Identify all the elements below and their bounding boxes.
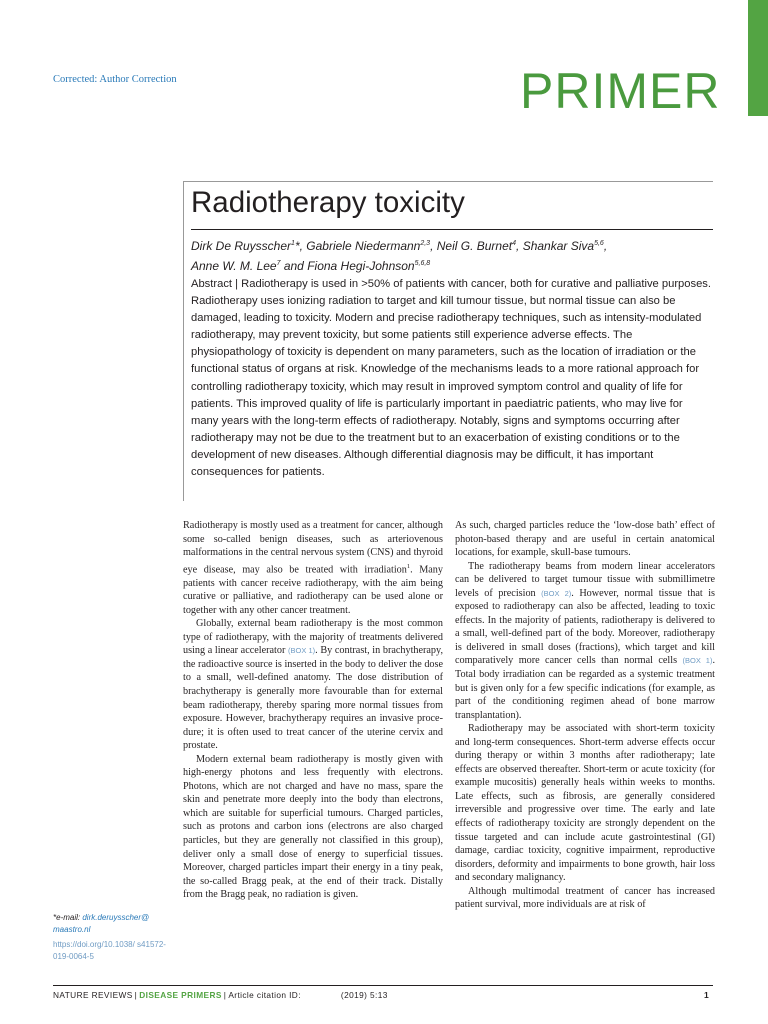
- affiliation-superscript: 2,3: [420, 240, 431, 247]
- footer: NATURE REVIEWS | DISEASE PRIMERS | Article citation ID: (2019) 5:13: [53, 990, 388, 1000]
- page-number: 1: [704, 990, 709, 1000]
- correspondence-block: [53, 912, 178, 962]
- body-paragraph: Globally, external beam radiotherapy is the most common type of radiotherapy, with the majority of treatments delivered using a linear accelerator (BOX 1). By contrast, in brachytherapy, the radioactive source is inserted in the body to deliver the dose to a small, well-defined anatomy. The dose distribution of brachytherapy is generally more favourable than for external beam radiotherapy, thereby sparing more normal tissues from exposure. However, brachytherapy requires an invasive procedure; it is often used to treat cancer of the uterine cervix and prostate.: [183, 618, 443, 752]
- author-name: Dirk De Ruysscher: [191, 239, 292, 253]
- author-separator: ,: [299, 239, 307, 253]
- abstract-text: Radiotherapy is used in >50% of patients with cancer, both for curative and palliative purposes. Radiotherapy uses ionizing radiation to target and kill tumour tissue, but normal tissue can also be damaged, leading to toxicity. Modern and precise radiotherapy techniques, such as intensity-modulated radiotherapy, may prevent toxicity, but some patients still experience adverse effects. The physiopathology of toxicity is dependent on many parameters, such as the location of irradiation or the functional status of organs at risk. Knowledge of the mechanisms leads to a more rational approach for controlling radiotherapy toxicity, which may result in improved symptom control and quality of life for patients. This improved quality of life is particularly important in paediatric patients, who may live for many years with the long-term effects of radiotherapy. Notably, signs and symptoms occurring after radiotherapy may not be due to the treatment but to an exacerbation of existing conditions or to the development of new diseases. Although differential diagnosis may be difficult, it has important consequences for patients.: [191, 278, 712, 479]
- author-separator: and: [280, 259, 308, 273]
- email-link[interactable]: dirk.deruysscher@ maastro.nl: [53, 913, 150, 934]
- affiliation-superscript: 1: [291, 240, 295, 247]
- doi-link[interactable]: https://doi.org/10.1038/ s41572-019-0064-5: [53, 940, 166, 961]
- body-column-left: [183, 519, 443, 902]
- footer-journal: NATURE REVIEWS: [53, 990, 133, 1000]
- email-label: *e-mail:: [53, 913, 83, 922]
- reference-superscript[interactable]: 1: [406, 562, 411, 570]
- footer-citation: (2019) 5:13: [340, 990, 388, 1000]
- footer-citation-label: Article citation ID:: [228, 990, 301, 1000]
- footer-subtitle: DISEASE PRIMERS: [139, 990, 222, 1000]
- author-separator: ,: [603, 239, 608, 253]
- section-accent-bar: [748, 0, 768, 116]
- author-correction-link[interactable]: Corrected: Author Correction: [53, 74, 177, 85]
- body-paragraph: Radiotherapy is mostly used as a treatment for cancer, although some so-called benign diseases, such as arteriovenous malformations in the central nervous system (CNS) and thyroid eye disease, may also be treated with irradiation$^1$. Many patients with cancer receive radiotherapy, with the aim being curative or palliative, and radiotherapy can be used alone or together with any other cancer treatment.: [183, 520, 443, 616]
- box-1-link[interactable]: (BOX 1): [682, 656, 713, 666]
- affiliation-superscript: 5,6,8: [414, 260, 431, 267]
- body-paragraph: The radiotherapy beams from modern linear accelerators can be delivered to target tumour tissue with submillimetre levels of precision (BOX 2). However, normal tissue that is exposed to radiotherapy can also be affected, leading to toxic effects. In the majority of patients, radiotherapy is delivered to a small, well-defined part of the body. Moreover, radiotherapy is delivered in small doses (fractions), which target and kill comparatively more cancer cells than normal cells (BOX 1). Total body irradiation can be regarded as a systemic treatment but is given only for a few specific indications (for example, as part of the conditioning regimen ahead of bone marrow transplantation).: [455, 560, 716, 721]
- abstract: [191, 276, 711, 481]
- author-separator: ,: [516, 239, 523, 253]
- footer-rule: [53, 985, 713, 986]
- affiliation-superscript: 7: [276, 260, 281, 267]
- body-paragraph: Modern external beam radiotherapy is mostly given with high-energy photons and less frequently with electrons. Photons, which are not charged and have no mass, spare the skin and penetrate more deeply into the body than electrons, which are suitable for superficial tumours. Charged particles, such as protons and carbon ions (electrons are also charged particles, but they are generally not classified in this group), deliver only a small dose of energy to superficial tissues. Moreover, charged particles impart their energy in a tiny peak, the so-called Bragg peak, at the end of their track. Distally from the Bragg peak, no radiation is given.: [183, 753, 443, 901]
- affiliation-superscript: 4: [512, 240, 517, 247]
- author-name: Gabriele Niedermann: [306, 239, 421, 253]
- corresponding-author-mark: *: [294, 239, 300, 253]
- body-paragraph: As such, charged particles reduce the ‘low-dose bath’ effect of photon-based therapy and are useful in certain anatomical locations, for example, skull-base tumours.: [455, 520, 715, 559]
- affiliation-superscript: 5,6: [594, 240, 604, 247]
- author-name: Shankar Siva: [522, 239, 595, 253]
- author-list: [191, 235, 711, 275]
- author-name: Neil G. Burnet: [436, 239, 513, 253]
- body-paragraph: Although multimodal treatment of cancer has increased patient survival, more individuals are at risk of: [455, 885, 715, 911]
- title-underline: [191, 229, 713, 230]
- title-frame-left-rule: [183, 181, 184, 501]
- abstract-label: Abstract |: [191, 278, 242, 290]
- title-frame-top-rule: [183, 181, 713, 182]
- article-title: Radiotherapy toxicity: [191, 186, 465, 219]
- section-label: PRIMER: [520, 63, 721, 119]
- box-2-link[interactable]: (BOX 2): [541, 588, 572, 598]
- author-name: Anne W. M. Lee: [191, 259, 277, 273]
- body-paragraph: Radiotherapy may be associated with short-term toxicity and long-term consequences. Short-term adverse effects occur during therapy or within 3 months after radiotherapy; late effects are observed thereafter. Short-term or acute toxicity (for example mucositis) generally heals within weeks to months. Late effects, such as fibrosis, are generally considered irreversible and progressive over time. The early and late effects of radiotherapy toxicity are strongly dependent on the tissue targeted and can include acute gastrointestinal (GI) damage, cardiac toxicity, cognitive impairment, reproductive disorders, deformity and impairments to bone growth, hair loss and secondary malignancy.: [455, 723, 715, 884]
- author-separator: ,: [430, 239, 437, 253]
- box-1-link[interactable]: (BOX 1): [287, 646, 316, 656]
- body-column-right: [455, 519, 715, 912]
- author-name: Fiona Hegi-Johnson: [307, 259, 415, 273]
